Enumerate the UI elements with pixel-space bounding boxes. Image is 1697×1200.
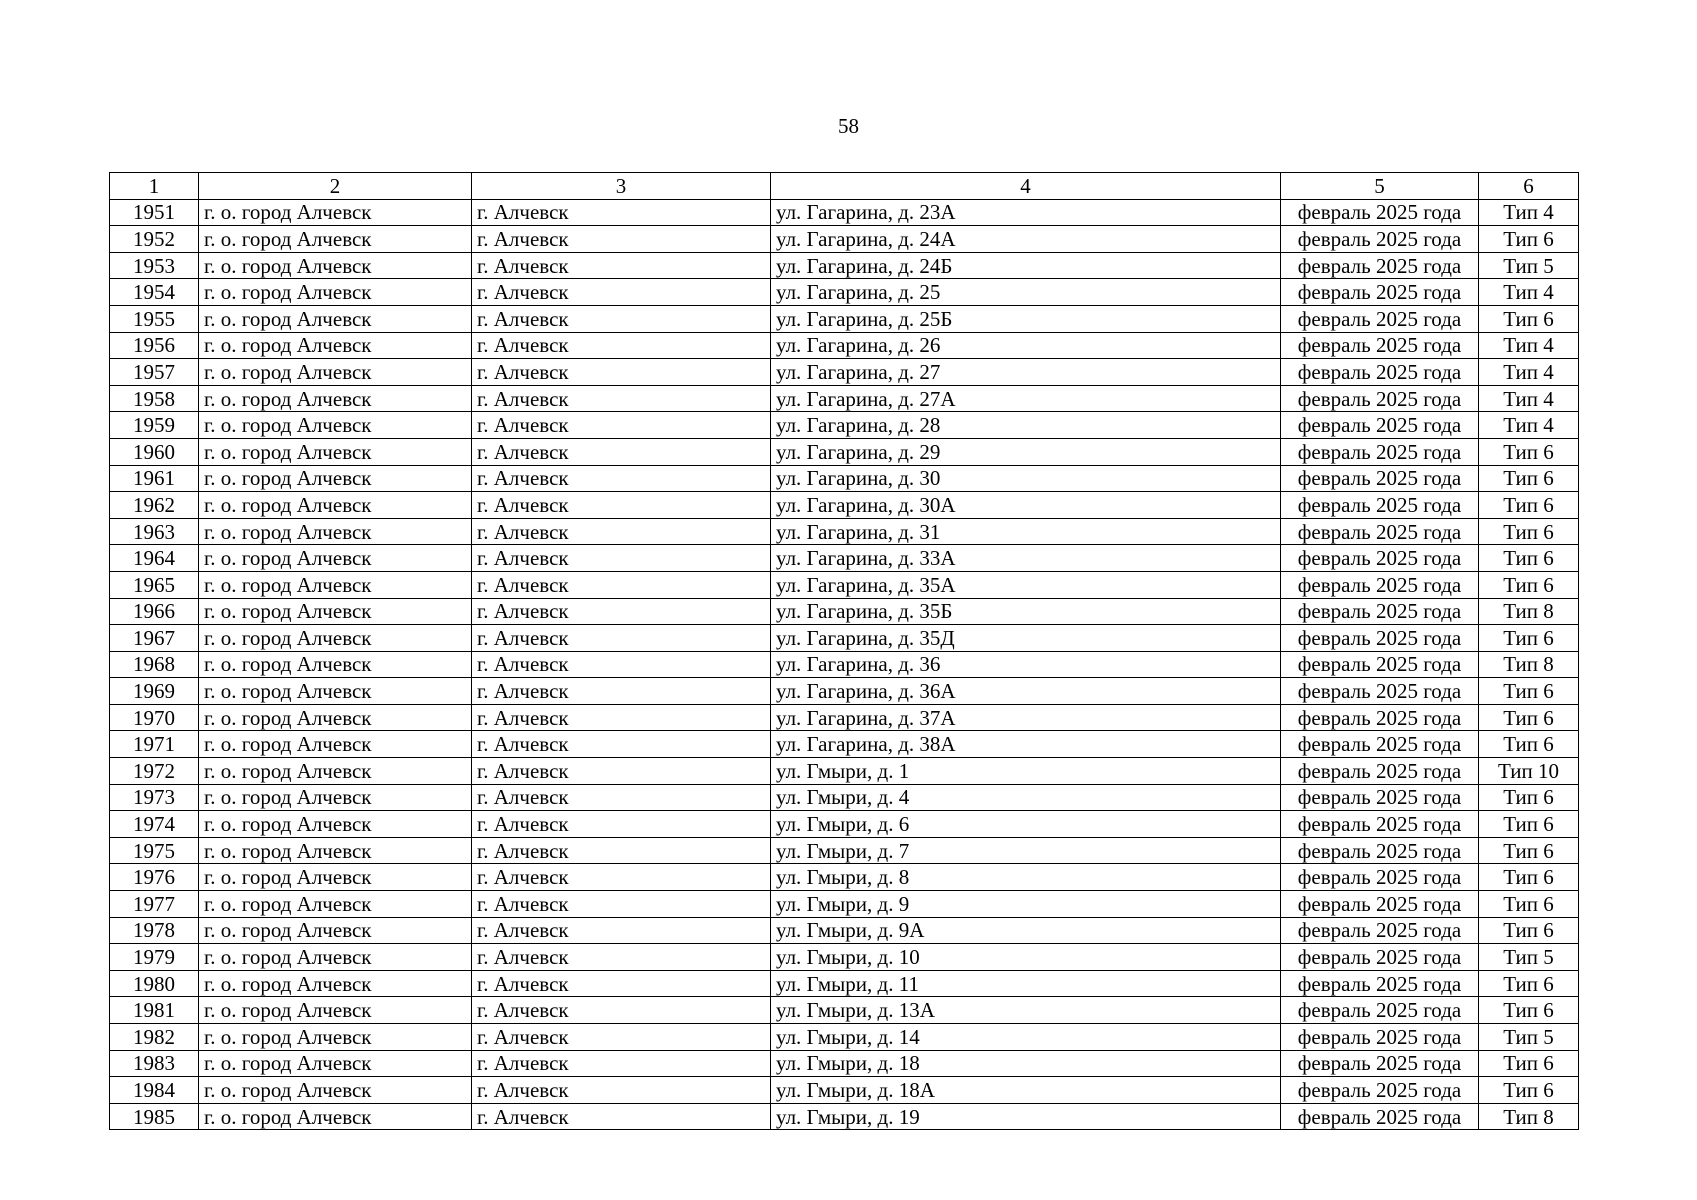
address-cell: ул. Гагарина, д. 35Б (771, 598, 1281, 625)
municipality-cell: г. о. город Алчевск (199, 1050, 472, 1077)
type-cell: Тип 4 (1479, 332, 1579, 359)
city-cell: г. Алчевск (472, 837, 771, 864)
row-number-cell: 1972 (110, 758, 199, 785)
row-number-cell: 1958 (110, 385, 199, 412)
city-cell: г. Алчевск (472, 891, 771, 918)
date-cell: февраль 2025 года (1281, 625, 1479, 652)
municipality-cell: г. о. город Алчевск (199, 359, 472, 386)
municipality-cell: г. о. город Алчевск (199, 1024, 472, 1051)
municipality-cell: г. о. город Алчевск (199, 651, 472, 678)
type-cell: Тип 5 (1479, 944, 1579, 971)
address-cell: ул. Гагарина, д. 31 (771, 518, 1281, 545)
city-cell: г. Алчевск (472, 571, 771, 598)
table-row (110, 784, 1579, 811)
municipality-cell: г. о. город Алчевск (199, 1103, 472, 1130)
type-cell: Тип 6 (1479, 492, 1579, 519)
table-row (110, 332, 1579, 359)
municipality-cell: г. о. город Алчевск (199, 837, 472, 864)
date-cell: февраль 2025 года (1281, 678, 1479, 705)
date-cell: февраль 2025 года (1281, 279, 1479, 306)
municipality-cell: г. о. город Алчевск (199, 545, 472, 572)
city-cell: г. Алчевск (472, 944, 771, 971)
address-cell: ул. Гагарина, д. 23А (771, 199, 1281, 226)
type-cell: Тип 6 (1479, 438, 1579, 465)
date-cell: февраль 2025 года (1281, 891, 1479, 918)
row-number-cell: 1970 (110, 704, 199, 731)
type-cell: Тип 6 (1479, 784, 1579, 811)
date-cell: февраль 2025 года (1281, 252, 1479, 279)
type-cell: Тип 6 (1479, 678, 1579, 705)
page-number: 58 (838, 114, 859, 138)
row-number-cell: 1973 (110, 784, 199, 811)
row-number-cell: 1962 (110, 492, 199, 519)
table-row (110, 545, 1579, 572)
header-col-1: 1 (110, 173, 199, 200)
date-cell: февраль 2025 года (1281, 731, 1479, 758)
row-number-cell: 1960 (110, 438, 199, 465)
row-number-cell: 1951 (110, 199, 199, 226)
table-row (110, 944, 1579, 971)
municipality-cell: г. о. город Алчевск (199, 678, 472, 705)
municipality-cell: г. о. город Алчевск (199, 385, 472, 412)
row-number-cell: 1957 (110, 359, 199, 386)
municipality-cell: г. о. город Алчевск (199, 518, 472, 545)
city-cell: г. Алчевск (472, 305, 771, 332)
date-cell: февраль 2025 года (1281, 385, 1479, 412)
type-cell: Тип 10 (1479, 758, 1579, 785)
address-cell: ул. Гмыри, д. 13А (771, 997, 1281, 1024)
municipality-cell: г. о. город Алчевск (199, 784, 472, 811)
date-cell: февраль 2025 года (1281, 811, 1479, 838)
municipality-cell: г. о. город Алчевск (199, 412, 472, 439)
row-number-cell: 1971 (110, 731, 199, 758)
address-cell: ул. Гмыри, д. 18А (771, 1077, 1281, 1104)
type-cell: Тип 6 (1479, 891, 1579, 918)
city-cell: г. Алчевск (472, 625, 771, 652)
address-cell: ул. Гмыри, д. 8 (771, 864, 1281, 891)
city-cell: г. Алчевск (472, 518, 771, 545)
date-cell: февраль 2025 года (1281, 864, 1479, 891)
date-cell: февраль 2025 года (1281, 492, 1479, 519)
data-table (109, 172, 1579, 1130)
type-cell: Тип 6 (1479, 305, 1579, 332)
header-row (110, 173, 1579, 200)
address-cell: ул. Гмыри, д. 9А (771, 917, 1281, 944)
table-row (110, 811, 1579, 838)
municipality-cell: г. о. город Алчевск (199, 465, 472, 492)
table-row (110, 492, 1579, 519)
type-cell: Тип 8 (1479, 598, 1579, 625)
table-body (110, 199, 1579, 1130)
municipality-cell: г. о. город Алчевск (199, 1077, 472, 1104)
table-row (110, 438, 1579, 465)
date-cell: февраль 2025 года (1281, 1077, 1479, 1104)
row-number-cell: 1982 (110, 1024, 199, 1051)
type-cell: Тип 6 (1479, 917, 1579, 944)
type-cell: Тип 6 (1479, 1050, 1579, 1077)
municipality-cell: г. о. город Алчевск (199, 492, 472, 519)
address-cell: ул. Гмыри, д. 6 (771, 811, 1281, 838)
municipality-cell: г. о. город Алчевск (199, 625, 472, 652)
municipality-cell: г. о. город Алчевск (199, 758, 472, 785)
date-cell: февраль 2025 года (1281, 518, 1479, 545)
city-cell: г. Алчевск (472, 279, 771, 306)
type-cell: Тип 6 (1479, 864, 1579, 891)
row-number-cell: 1975 (110, 837, 199, 864)
row-number-cell: 1978 (110, 917, 199, 944)
city-cell: г. Алчевск (472, 917, 771, 944)
municipality-cell: г. о. город Алчевск (199, 917, 472, 944)
table-header (110, 173, 1579, 200)
date-cell: февраль 2025 года (1281, 758, 1479, 785)
address-cell: ул. Гагарина, д. 30А (771, 492, 1281, 519)
row-number-cell: 1959 (110, 412, 199, 439)
city-cell: г. Алчевск (472, 651, 771, 678)
date-cell: февраль 2025 года (1281, 412, 1479, 439)
date-cell: февраль 2025 года (1281, 917, 1479, 944)
type-cell: Тип 6 (1479, 970, 1579, 997)
type-cell: Тип 6 (1479, 465, 1579, 492)
table-row (110, 970, 1579, 997)
table-row (110, 359, 1579, 386)
address-cell: ул. Гмыри, д. 11 (771, 970, 1281, 997)
address-cell: ул. Гмыри, д. 10 (771, 944, 1281, 971)
date-cell: февраль 2025 года (1281, 1050, 1479, 1077)
row-number-cell: 1983 (110, 1050, 199, 1077)
table-row (110, 385, 1579, 412)
table-row (110, 731, 1579, 758)
row-number-cell: 1968 (110, 651, 199, 678)
city-cell: г. Алчевск (472, 199, 771, 226)
date-cell: февраль 2025 года (1281, 545, 1479, 572)
date-cell: февраль 2025 года (1281, 651, 1479, 678)
table-row (110, 758, 1579, 785)
date-cell: февраль 2025 года (1281, 438, 1479, 465)
address-cell: ул. Гмыри, д. 19 (771, 1103, 1281, 1130)
address-cell: ул. Гагарина, д. 38А (771, 731, 1281, 758)
row-number-cell: 1980 (110, 970, 199, 997)
address-cell: ул. Гагарина, д. 27 (771, 359, 1281, 386)
address-cell: ул. Гагарина, д. 35А (771, 571, 1281, 598)
city-cell: г. Алчевск (472, 784, 771, 811)
type-cell: Тип 4 (1479, 412, 1579, 439)
address-cell: ул. Гагарина, д. 33А (771, 545, 1281, 572)
city-cell: г. Алчевск (472, 492, 771, 519)
type-cell: Тип 6 (1479, 1077, 1579, 1104)
table-row (110, 1050, 1579, 1077)
row-number-cell: 1961 (110, 465, 199, 492)
type-cell: Тип 6 (1479, 571, 1579, 598)
city-cell: г. Алчевск (472, 385, 771, 412)
table-row (110, 837, 1579, 864)
municipality-cell: г. о. город Алчевск (199, 571, 472, 598)
table-row (110, 199, 1579, 226)
table-row (110, 651, 1579, 678)
row-number-cell: 1979 (110, 944, 199, 971)
type-cell: Тип 4 (1479, 199, 1579, 226)
city-cell: г. Алчевск (472, 997, 771, 1024)
city-cell: г. Алчевск (472, 704, 771, 731)
row-number-cell: 1954 (110, 279, 199, 306)
table-row (110, 571, 1579, 598)
type-cell: Тип 6 (1479, 837, 1579, 864)
header-col-3: 3 (472, 173, 771, 200)
table-row (110, 305, 1579, 332)
table-row (110, 864, 1579, 891)
municipality-cell: г. о. город Алчевск (199, 891, 472, 918)
address-cell: ул. Гмыри, д. 14 (771, 1024, 1281, 1051)
city-cell: г. Алчевск (472, 1050, 771, 1077)
address-cell: ул. Гагарина, д. 25 (771, 279, 1281, 306)
date-cell: февраль 2025 года (1281, 226, 1479, 253)
city-cell: г. Алчевск (472, 1077, 771, 1104)
municipality-cell: г. о. город Алчевск (199, 731, 472, 758)
header-col-4: 4 (771, 173, 1281, 200)
date-cell: февраль 2025 года (1281, 305, 1479, 332)
address-cell: ул. Гагарина, д. 29 (771, 438, 1281, 465)
row-number-cell: 1977 (110, 891, 199, 918)
type-cell: Тип 6 (1479, 811, 1579, 838)
row-number-cell: 1953 (110, 252, 199, 279)
date-cell: февраль 2025 года (1281, 837, 1479, 864)
type-cell: Тип 4 (1479, 385, 1579, 412)
date-cell: февраль 2025 года (1281, 332, 1479, 359)
municipality-cell: г. о. город Алчевск (199, 252, 472, 279)
municipality-cell: г. о. город Алчевск (199, 970, 472, 997)
date-cell: февраль 2025 года (1281, 1103, 1479, 1130)
city-cell: г. Алчевск (472, 678, 771, 705)
row-number-cell: 1984 (110, 1077, 199, 1104)
municipality-cell: г. о. город Алчевск (199, 704, 472, 731)
table-row (110, 1077, 1579, 1104)
row-number-cell: 1964 (110, 545, 199, 572)
date-cell: февраль 2025 года (1281, 704, 1479, 731)
address-cell: ул. Гагарина, д. 37А (771, 704, 1281, 731)
row-number-cell: 1963 (110, 518, 199, 545)
city-cell: г. Алчевск (472, 731, 771, 758)
row-number-cell: 1965 (110, 571, 199, 598)
city-cell: г. Алчевск (472, 252, 771, 279)
date-cell: февраль 2025 года (1281, 465, 1479, 492)
row-number-cell: 1967 (110, 625, 199, 652)
municipality-cell: г. о. город Алчевск (199, 199, 472, 226)
date-cell: февраль 2025 года (1281, 944, 1479, 971)
city-cell: г. Алчевск (472, 598, 771, 625)
date-cell: февраль 2025 года (1281, 970, 1479, 997)
city-cell: г. Алчевск (472, 359, 771, 386)
header-col-5: 5 (1281, 173, 1479, 200)
municipality-cell: г. о. город Алчевск (199, 598, 472, 625)
city-cell: г. Алчевск (472, 811, 771, 838)
table-row (110, 704, 1579, 731)
municipality-cell: г. о. город Алчевск (199, 332, 472, 359)
city-cell: г. Алчевск (472, 970, 771, 997)
municipality-cell: г. о. город Алчевск (199, 997, 472, 1024)
city-cell: г. Алчевск (472, 226, 771, 253)
municipality-cell: г. о. город Алчевск (199, 944, 472, 971)
type-cell: Тип 6 (1479, 518, 1579, 545)
type-cell: Тип 6 (1479, 731, 1579, 758)
table-row (110, 252, 1579, 279)
address-cell: ул. Гагарина, д. 24А (771, 226, 1281, 253)
row-number-cell: 1956 (110, 332, 199, 359)
table-row (110, 1103, 1579, 1130)
type-cell: Тип 8 (1479, 651, 1579, 678)
city-cell: г. Алчевск (472, 412, 771, 439)
municipality-cell: г. о. город Алчевск (199, 864, 472, 891)
type-cell: Тип 5 (1479, 1024, 1579, 1051)
municipality-cell: г. о. город Алчевск (199, 305, 472, 332)
municipality-cell: г. о. город Алчевск (199, 279, 472, 306)
address-cell: ул. Гмыри, д. 7 (771, 837, 1281, 864)
address-cell: ул. Гмыри, д. 1 (771, 758, 1281, 785)
row-number-cell: 1952 (110, 226, 199, 253)
address-cell: ул. Гагарина, д. 24Б (771, 252, 1281, 279)
row-number-cell: 1974 (110, 811, 199, 838)
row-number-cell: 1966 (110, 598, 199, 625)
type-cell: Тип 6 (1479, 226, 1579, 253)
municipality-cell: г. о. город Алчевск (199, 811, 472, 838)
row-number-cell: 1969 (110, 678, 199, 705)
address-cell: ул. Гмыри, д. 9 (771, 891, 1281, 918)
table-row (110, 226, 1579, 253)
table-row (110, 678, 1579, 705)
type-cell: Тип 6 (1479, 704, 1579, 731)
address-cell: ул. Гагарина, д. 36А (771, 678, 1281, 705)
date-cell: февраль 2025 года (1281, 199, 1479, 226)
table-row (110, 1024, 1579, 1051)
date-cell: февраль 2025 года (1281, 1024, 1479, 1051)
row-number-cell: 1985 (110, 1103, 199, 1130)
table-row (110, 465, 1579, 492)
municipality-cell: г. о. город Алчевск (199, 226, 472, 253)
city-cell: г. Алчевск (472, 864, 771, 891)
type-cell: Тип 4 (1479, 279, 1579, 306)
address-cell: ул. Гагарина, д. 35Д (771, 625, 1281, 652)
table-row (110, 997, 1579, 1024)
type-cell: Тип 6 (1479, 997, 1579, 1024)
table-row (110, 412, 1579, 439)
city-cell: г. Алчевск (472, 545, 771, 572)
municipality-cell: г. о. город Алчевск (199, 438, 472, 465)
city-cell: г. Алчевск (472, 332, 771, 359)
type-cell: Тип 4 (1479, 359, 1579, 386)
type-cell: Тип 6 (1479, 625, 1579, 652)
table-row (110, 598, 1579, 625)
table-row (110, 917, 1579, 944)
address-cell: ул. Гагарина, д. 25Б (771, 305, 1281, 332)
table-row (110, 625, 1579, 652)
table-row (110, 891, 1579, 918)
date-cell: февраль 2025 года (1281, 997, 1479, 1024)
date-cell: февраль 2025 года (1281, 598, 1479, 625)
city-cell: г. Алчевск (472, 758, 771, 785)
date-cell: февраль 2025 года (1281, 571, 1479, 598)
row-number-cell: 1981 (110, 997, 199, 1024)
address-cell: ул. Гагарина, д. 26 (771, 332, 1281, 359)
date-cell: февраль 2025 года (1281, 784, 1479, 811)
type-cell: Тип 8 (1479, 1103, 1579, 1130)
row-number-cell: 1955 (110, 305, 199, 332)
city-cell: г. Алчевск (472, 1024, 771, 1051)
table-row (110, 279, 1579, 306)
type-cell: Тип 6 (1479, 545, 1579, 572)
city-cell: г. Алчевск (472, 438, 771, 465)
type-cell: Тип 5 (1479, 252, 1579, 279)
address-cell: ул. Гагарина, д. 36 (771, 651, 1281, 678)
header-col-6: 6 (1479, 173, 1579, 200)
address-cell: ул. Гагарина, д. 30 (771, 465, 1281, 492)
address-cell: ул. Гагарина, д. 28 (771, 412, 1281, 439)
address-cell: ул. Гагарина, д. 27А (771, 385, 1281, 412)
table-row (110, 518, 1579, 545)
header-col-2: 2 (199, 173, 472, 200)
city-cell: г. Алчевск (472, 465, 771, 492)
address-cell: ул. Гмыри, д. 4 (771, 784, 1281, 811)
date-cell: февраль 2025 года (1281, 359, 1479, 386)
city-cell: г. Алчевск (472, 1103, 771, 1130)
row-number-cell: 1976 (110, 864, 199, 891)
address-cell: ул. Гмыри, д. 18 (771, 1050, 1281, 1077)
